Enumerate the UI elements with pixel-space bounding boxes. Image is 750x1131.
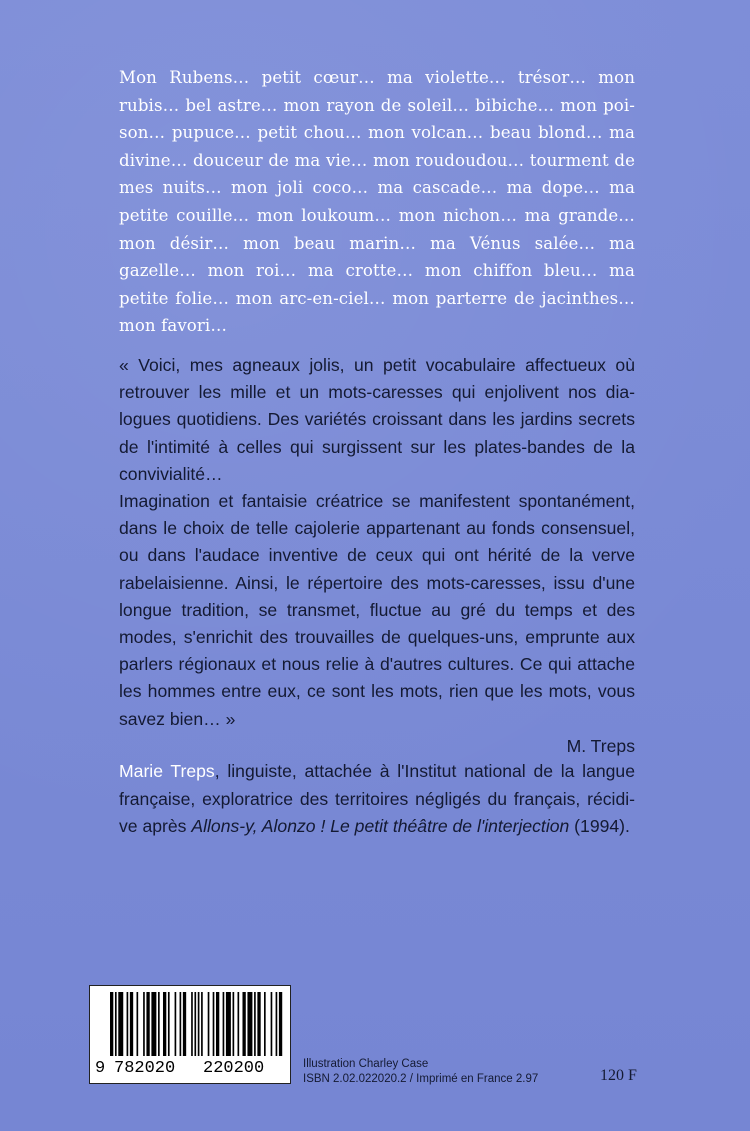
barcode-digit-lead: 9 bbox=[95, 1059, 106, 1078]
barcode-digits bbox=[90, 1059, 290, 1081]
teaser-text: Mon Rubens… petit cœur… ma violette… trésor… mon rubis… bel astre… mon rayon de soleil… bibiche… mon poi-son… pupuce… petit chou… mon volcan… beau blond… ma divine… douceur de ma vie… mon roudoudou… tourment de mes nuits… mon joli coco… ma cascade… ma dope… ma petite couille… mon loukoum… mon nichon… ma grande… mon désir… mon beau marin… ma Vénus salée… ma gazelle… mon roi… ma crotte… mon chiffon bleu… ma petite folie… mon arc-en-ciel… mon parterre de jacinthes… mon favori… bbox=[119, 68, 635, 336]
barcode-digits-right: 220200 bbox=[203, 1059, 265, 1078]
quote-signature: M. Treps bbox=[566, 735, 635, 756]
illustration-credit: Illustration Charley Case bbox=[303, 1058, 429, 1070]
barcode bbox=[89, 985, 291, 1084]
quote-paragraph-2: Imagination et fantaisie créatrice se manifestent spontanément, dans le choix de telle cajolerie appartenant au fonds consensuel, ou dans l'audace inventive de ceux qui ont hérité de la verve rabelaisienne. Ainsi, le répertoire des mots-caresses, issu d'une longue tradition, se transmet, fluctue au gré du temps et des modes, s'enrichit des trouvailles de quelques-uns, emprunte aux parlers régionaux et nous relie à d'autres cultures. Ce qui attache les hommes entre eux, ce sont les mots, rien que les mots, vous savez bien… » bbox=[119, 491, 635, 729]
quote-block bbox=[119, 352, 635, 760]
price: 120 F bbox=[600, 1067, 637, 1084]
author-name: Marie Treps bbox=[119, 761, 215, 781]
credits bbox=[303, 1057, 538, 1087]
barcode-digits-left: 782020 bbox=[114, 1059, 176, 1078]
barcode-bars bbox=[90, 986, 290, 1061]
bio-text-after: (1994). bbox=[569, 816, 630, 837]
quote-paragraph-1: « Voici, mes agneaux jolis, un petit vocabulaire affectueux où retrouver les mille et un mots-caresses qui enjolivent nos dia-logues quotidiens. Des variétés croissant dans les jardins secrets de l'intimité à celles qui surgissent sur les plates-bandes de la convivialité… bbox=[119, 355, 635, 484]
previous-book-title: Allons-y, Alonzo ! Le petit théâtre de l'interjection bbox=[191, 816, 570, 837]
isbn-line: ISBN 2.02.022020.2 / Imprimé en France 2.97 bbox=[303, 1073, 539, 1085]
bio-text-before: , linguiste, attachée à l'Institut national de la langue française, exploratrice des territoires négligés du français, récidi-ve après bbox=[119, 761, 635, 837]
author-bio bbox=[119, 758, 635, 841]
